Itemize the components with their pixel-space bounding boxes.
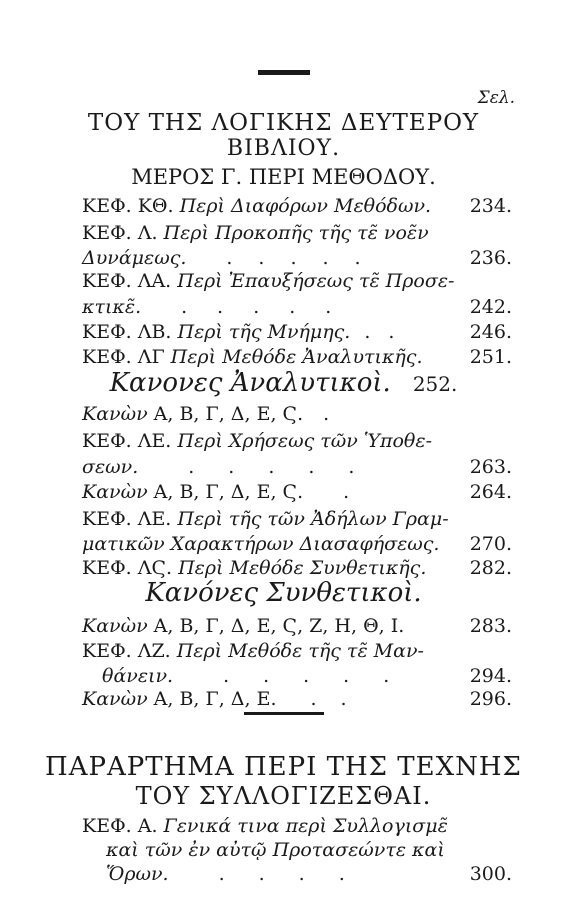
entry-text: Α, Β, Γ, Δ, Ε, Ϛ, Ζ, Η, Θ, Ι. [153,615,405,637]
entry-label: Κανὼν [82,403,148,425]
section-heading-synthetic [0,578,567,608]
heading-text: Κανονες Ἀναλυτικοὶ. [109,368,391,398]
entry-label: ΚΕΦ. ΛΒ. [82,321,172,343]
toc-entry: Δυνάμεως. ..... 236. [82,244,512,272]
toc-entry [82,637,512,665]
toc-entry [82,427,512,455]
entry-page: 296. [469,688,512,710]
toc-entry: Κανὼν Α, Β, Γ, Δ, Ε, Ϛ. . [82,403,330,425]
entry-label: ΚΕΦ. ΛΕ. [82,430,172,452]
entry-label: Κανὼν [82,615,148,637]
entry-text: Γενικά τινα περὶ Συλλογισμε̃ [163,815,448,837]
appendix-title-line2: ΤΟΥ ΣΥΛΛΟΓΙΖΕΣΘΑΙ. [135,782,432,810]
entry-page: 236. [469,247,512,269]
toc-entry: Κανὼν Α, Β, Γ, Δ, Ε. .. 296. [82,685,512,713]
toc-entry: ΚΕΦ. ΛΒ. Περὶ τῆς Μνήμης. .. 246. [82,318,512,346]
toc-entry [82,267,512,295]
toc-entry: κτικε̃. ..... 242. [82,293,512,321]
toc-entry: σεων. ..... 263. [82,453,512,481]
entry-text: Περὶ Διαφόρων Μεθόδων. [179,195,432,217]
entry-label: ΚΕΦ. Λ. [82,222,158,244]
entry-text: Περὶ Μεθόδε Ἀναλυτικῆς. [170,346,423,368]
entry-page: 263. [469,456,512,478]
entry-text: Δυνάμεως. [82,247,187,269]
entry-text: Περὶ τῆς τῶν Ἀδήλων Γραμ- [177,508,449,530]
entry-label: ΚΕΦ. Α. [82,815,158,837]
toc-entry [82,192,512,220]
toc-entry: Ὅρων. .... 300. [82,860,512,888]
entry-page: 234. [469,195,512,217]
top-rule [258,70,310,75]
entry-page: 283. [469,615,512,637]
entry-text: Περὶ Προκοπῆς τῆς τε̃ νοε̃ν [163,222,429,244]
page-header: Σελ. [477,88,515,108]
entry-text: κτικε̃. [82,296,142,318]
entry-label: ΚΕΦ. ΛϚ. [82,557,173,579]
toc-entry: θάνειν. ..... 294. [82,662,512,690]
entry-page: 264. [469,481,512,503]
entry-text: Α, Β, Γ, Δ, Ε, Ϛ. [153,403,304,425]
entry-text: Περὶ Ἐπαυξήσεως τε̃ Προσε- [177,270,455,292]
entry-page: 246. [469,321,512,343]
entry-label: ΚΕΦ. ΚΘ. [82,195,174,217]
entry-text: θάνειν. [102,665,174,687]
entry-label: Κανὼν [82,688,148,710]
toc-entry: Κανὼν Α, Β, Γ, Δ, Ε, Ϛ. . 264. [82,478,512,506]
entry-page: 251. [469,346,512,368]
part-heading: ΜΕΡΟΣ Γ. ΠΕΡΙ ΜΕΘΟΔΟΥ. [131,165,436,189]
entry-text: σεων. [82,456,139,478]
entry-label: ΚΕΦ. ΛΑ. [82,270,172,292]
toc-entry [82,219,512,247]
entry-page: 300. [469,863,512,885]
entry-text: καὶ τῶν ἐν αὐτῷ Προτασεώντε καὶ [106,839,445,861]
toc-entry [82,343,512,371]
entry-text: Περὶ Χρήσεως τῶν Ὑποθε- [177,430,432,452]
entry-page: 242. [469,296,512,318]
heading-page: 252. [412,372,458,396]
entry-label: Κανὼν [82,481,148,503]
entry-text: Περὶ Μεθόδε Συνθετικῆς. [178,557,427,579]
entry-label: ΚΕΦ. ΛΖ. [82,640,171,662]
toc-entry [82,612,512,640]
entry-text: Α, Β, Γ, Δ, Ε, Ϛ. [153,481,304,503]
heading-text: Κανόνες Συνθετικοὶ. [145,578,422,608]
entry-text: Ὅρων. [106,863,169,885]
section-rule [244,712,324,715]
book-title-line1: ΤΟΥ ΤΗΣ ΛΟΓΙΚΗΣ ΔΕΥΤΕΡΟΥ [87,110,480,136]
entry-page: 282. [469,557,512,579]
toc-entry [82,505,512,533]
entry-text: Α, Β, Γ, Δ, Ε. [153,688,277,710]
entry-label: ΚΕΦ. ΛΓ [82,346,165,368]
entry-label: ΚΕΦ. ΛΕ. [82,508,172,530]
book-title-line2: ΒΙΒΛΙΟΥ. [226,136,341,161]
entry-text: Περὶ τῆς Μνήμης. [177,321,351,343]
entry-text: ματικῶν Χαρακτήρων Διασαφήσεως. [82,533,440,555]
entry-page: 270. [469,533,512,555]
appendix-title-line1: ΠΑΡΑΡΤΗΜΑ ΠΕΡΙ ΤΗΣ ΤΕΧΝΗΣ [45,752,522,782]
section-heading-analytic [0,368,567,398]
entry-text: Περὶ Μεθόδε τῆς τε̃ Μαν- [176,640,424,662]
entry-page: 294. [469,665,512,687]
